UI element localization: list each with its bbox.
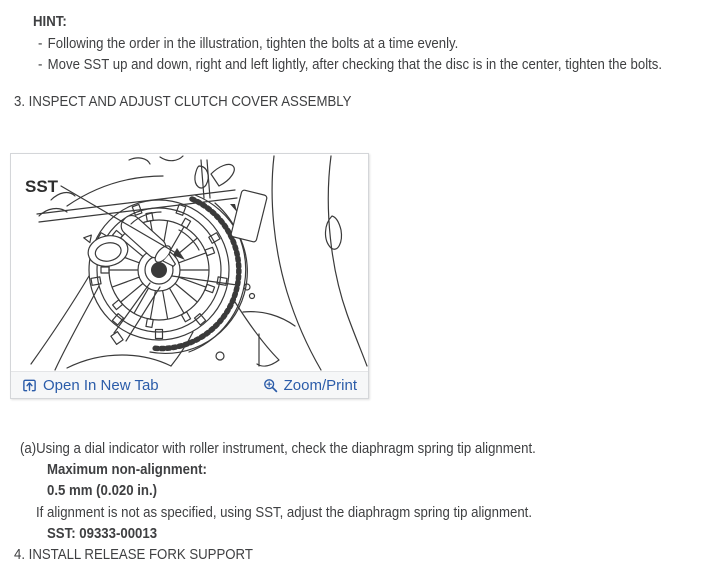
figure-panel [10,153,369,399]
spec-label: Maximum non-alignment: [47,461,207,478]
clutch-cover-illustration [11,154,368,371]
figure-image [11,154,368,371]
step-4-heading: 4. INSTALL RELEASE FORK SUPPORT [14,546,253,563]
open-in-new-tab-link[interactable] [22,377,159,394]
step-3-heading: 3. INSPECT AND ADJUST CLUTCH COVER ASSEMBLY [14,93,352,110]
spec-value: 0.5 mm (0.020 in.) [47,482,158,499]
hint-item [38,56,662,73]
figure-toolbar [11,371,368,398]
procedure-step-a: (a)Using a dial indicator with roller instrument, check the diaphragm spring tip alignment. [20,440,536,457]
bullet-dash: - [38,56,43,73]
bullet-dash: - [38,35,43,52]
open-in-new-tab-icon [22,378,37,393]
zoom-print-link[interactable] [263,377,357,394]
sst-part-number: SST: 09333-00013 [47,525,158,542]
hint-item-text: Following the order in the illustration, tighten the bolts at a time evenly. [47,35,459,52]
hint-title: HINT: [33,13,67,30]
sst-callout: SST [25,177,59,196]
hint-item [38,35,458,52]
hint-item-text: Move SST up and down, right and left lightly, after checking that the disc is in the center, tighten the bolts. [47,56,663,73]
zoom-print-label: Zoom/Print [283,376,357,394]
open-in-new-tab-label: Open In New Tab [43,376,159,394]
zoom-in-icon [263,378,278,393]
procedure-note: If alignment is not as specified, using SST, adjust the diaphragm spring tip alignment. [36,504,533,521]
